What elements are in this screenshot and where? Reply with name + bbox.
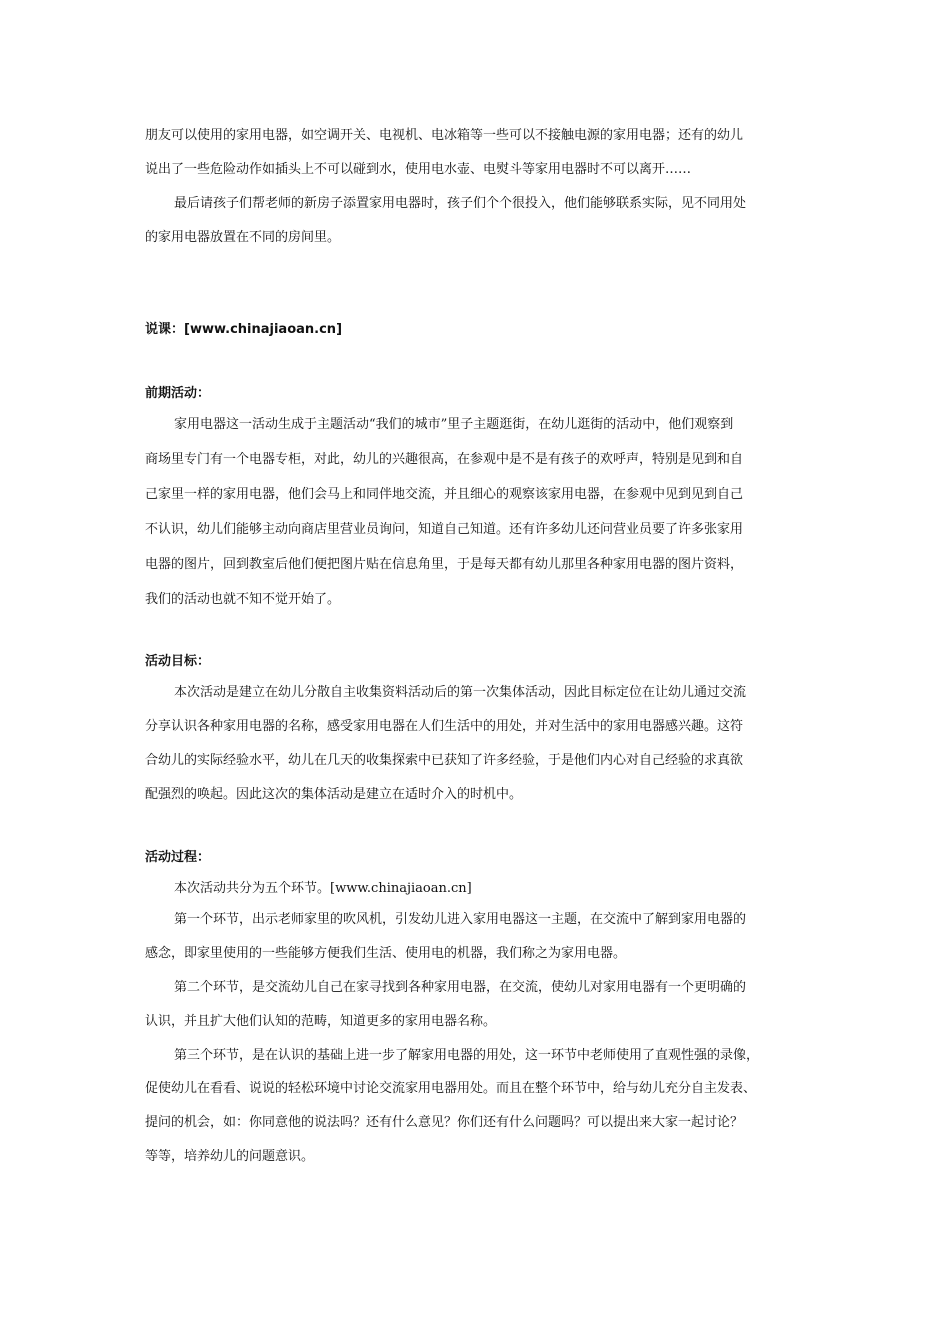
paragraph-line: 配强烈的唤起。因此这次的集体活动是建立在适时介入的时机中。: [145, 787, 523, 802]
paragraph-line: 的家用电器放置在不同的房间里。: [145, 230, 341, 245]
paragraph-line: 最后请孩子们帮老师的新房子添置家用电器时，孩子们个个很投入，他们能够联系实际，见不同用处: [174, 196, 747, 211]
paragraph-line: 本次活动是建立在幼儿分散自主收集资料活动后的第一次集体活动，因此目标定位在让幼儿通过交流: [174, 685, 747, 700]
section-heading-guocheng: 活动过程：: [145, 850, 211, 865]
paragraph-line: 感念，即家里使用的一些能够方便我们生活、使用电的机器，我们称之为家用电器。: [145, 946, 627, 961]
paragraph-line: 本次活动共分为五个环节。[www.chinajiaoan.cn]: [174, 881, 472, 896]
paragraph-line: 促使幼儿在看看、说说的轻松环境中讨论交流家用电器用处。而且在整个环节中，给与幼儿充分自主发表、: [145, 1081, 757, 1096]
section-heading-shuoke: 说课：[www.chinajiaoan.cn]: [145, 322, 343, 337]
paragraph-line: 家用电器这一活动生成于主题活动“我们的城市”里子主题逛街，在幼儿逛街的活动中，他们观察到: [174, 417, 734, 432]
paragraph-line: 不认识，幼儿们能够主动向商店里营业员询问，知道自己知道。还有许多幼儿还问营业员要了许多张家用: [145, 522, 744, 537]
paragraph-line: 合幼儿的实际经验水平，幼儿在几天的收集探索中已获知了许多经验，于是他们内心对自己经验的求真欲: [145, 753, 744, 768]
paragraph-line: 提问的机会，如：你同意他的说法吗？还有什么意见？你们还有什么问题吗？可以提出来大家一起讨论？: [145, 1115, 744, 1130]
paragraph-line: 商场里专门有一个电器专柜，对此，幼儿的兴趣很高，在参观中是不是有孩子的欢呼声，特别是见到和自: [145, 452, 744, 467]
paragraph-line: 我们的活动也就不知不觉开始了。: [145, 592, 341, 607]
section-heading-qianqi: 前期活动：: [145, 386, 211, 401]
paragraph-line: 等等，培养幼儿的问题意识。: [145, 1149, 315, 1164]
paragraph-line: 第一个环节，出示老师家里的吹风机，引发幼儿进入家用电器这一主题，在交流中了解到家用电器的: [174, 912, 747, 927]
paragraph-line: 第二个环节，是交流幼儿自己在家寻找到各种家用电器，在交流，使幼儿对家用电器有一个更明确的: [174, 980, 747, 995]
paragraph-line: 己家里一样的家用电器，他们会马上和同伴地交流，并且细心的观察该家用电器，在参观中见到见到自己: [145, 487, 744, 502]
section-heading-mubiao: 活动目标：: [145, 654, 211, 669]
paragraph-line: 认识，并且扩大他们认知的范畴，知道更多的家用电器名称。: [145, 1014, 497, 1029]
paragraph-line: 电器的图片，回到教室后他们便把图片贴在信息角里，于是每天都有幼儿那里各种家用电器的图片资料，: [145, 557, 744, 572]
paragraph-line: 第三个环节，是在认识的基础上进一步了解家用电器的用处，这一环节中老师使用了直观性强的录像，: [174, 1048, 760, 1063]
paragraph-line: 说出了一些危险动作如插头上不可以碰到水，使用电水壶、电熨斗等家用电器时不可以离开……: [145, 162, 692, 177]
paragraph-line: 分享认识各种家用电器的名称，感受家用电器在人们生活中的用处，并对生活中的家用电器感兴趣。这符: [145, 719, 744, 734]
paragraph-line: 朋友可以使用的家用电器，如空调开关、电视机、电冰箱等一些可以不接触电源的家用电器；还有的幼儿: [145, 128, 744, 143]
